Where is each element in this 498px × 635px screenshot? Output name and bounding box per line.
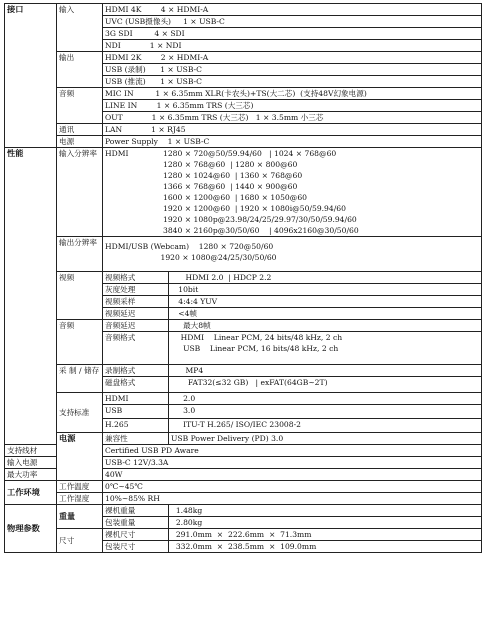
subcat-size: 尺寸: [57, 529, 103, 553]
input-resolution-source: HDMI: [105, 149, 129, 158]
subcat-input: 输入: [57, 4, 103, 52]
spec-row: [5, 481, 482, 493]
spec-row: [5, 529, 482, 541]
spec-value: USB Power Delivery (PD) 3.0: [169, 433, 482, 445]
resolution-line: 1920 × 1080p@23.98/24/25/29.97/30/50/59.94/60: [163, 215, 357, 224]
category-performance: 性能: [5, 148, 57, 445]
resolution-line: 1920 × 1200@60 | 1920 × 1080i@50/59.94/60: [163, 204, 346, 213]
subcat-record-storage: 采 制 / 储存: [57, 365, 103, 393]
spec-row: [5, 52, 482, 64]
spec-row: [5, 272, 482, 284]
spec-row: [5, 124, 482, 136]
spec-key: 最大功率: [5, 469, 57, 481]
spec-key: 包装重量: [103, 517, 169, 529]
spec-value: NDI 1 × NDI: [103, 40, 482, 52]
resolution-line: 1280 × 768@60 | 1280 × 800@60: [163, 160, 298, 169]
subcat-input-resolution: 输入分辨率: [57, 148, 103, 237]
spec-value: 最大8帧: [169, 320, 482, 332]
spec-value: HDMI 4K 4 × HDMI-A: [103, 4, 482, 16]
subcat-audio-perf: 音频: [57, 320, 103, 365]
spec-value: 3.0: [169, 405, 482, 419]
resolution-line: 1600 × 1200@60 | 1680 × 1050@60: [163, 193, 307, 202]
subcat-communication: 通讯: [57, 124, 103, 136]
spec-row: [5, 505, 482, 517]
category-power: 电源: [57, 433, 103, 481]
spec-table: [4, 3, 482, 553]
spec-key: 裸机尺寸: [103, 529, 169, 541]
output-resolution-cell: [103, 237, 482, 272]
spec-key: 裸机重量: [103, 505, 169, 517]
spec-key: 视频采样: [103, 296, 169, 308]
spec-row: [5, 148, 482, 237]
spec-key: 灰度处理: [103, 284, 169, 296]
spec-value: HDMI 2K 2 × HDMI-A: [103, 52, 482, 64]
spec-value: OUT 1 × 6.35mm TRS (大三芯) 1 × 3.5mm 小三芯: [103, 112, 482, 124]
spec-key: 工作温度: [57, 481, 103, 493]
spec-key: 视频格式: [103, 272, 169, 284]
resolution-line: 1280 × 1024@60 | 1360 × 768@60: [163, 171, 303, 180]
spec-value: 1.48kg: [169, 505, 482, 517]
spec-value: 4:4:4 YUV: [169, 296, 482, 308]
spec-row: [5, 393, 482, 405]
spec-value: 0℃~45℃: [103, 481, 482, 493]
category-physical: 物理参数: [5, 505, 57, 553]
spec-value: HDMI 2.0 | HDCP 2.2: [169, 272, 482, 284]
subcat-video: 视频: [57, 272, 103, 320]
spec-value: 2.0: [169, 393, 482, 405]
spec-key: 支持线材: [5, 445, 57, 457]
spec-value: 40W: [103, 469, 482, 481]
category-environment: 工作环境: [5, 481, 57, 505]
spec-value: 291.0mm × 222.6mm × 71.3mm: [169, 529, 482, 541]
spec-value: Certified USB PD Aware: [103, 445, 482, 457]
spec-row: [5, 237, 482, 272]
spec-key: 输入电源: [5, 457, 57, 469]
spec-key: 包装尺寸: [103, 541, 169, 553]
spec-row: [5, 136, 482, 148]
spec-value: 10%~85% RH: [103, 493, 482, 505]
spec-key: 工作湿度: [57, 493, 103, 505]
spec-row: [5, 493, 482, 505]
spec-value: MIC IN 1 × 6.35mm XLR(卡农头)+TS(大二芯) (支持48V幻象电源): [103, 88, 482, 100]
spec-value: ITU-T H.265/ ISO/IEC 23008-2: [169, 419, 482, 433]
spec-row: [5, 320, 482, 332]
subcat-weight: 重量: [57, 505, 103, 529]
input-resolution-list: [163, 148, 359, 236]
spec-value: UVC (USB摄像头) 1 × USB-C: [103, 16, 482, 28]
spec-value: USB (推流) 1 × USB-C: [103, 76, 482, 88]
spec-key: 录制格式: [103, 365, 169, 377]
resolution-line: 1366 × 768@60 | 1440 × 900@60: [163, 182, 298, 191]
spec-value: LINE IN 1 × 6.35mm TRS (大三芯): [103, 100, 482, 112]
spec-value: 2.80kg: [169, 517, 482, 529]
subcat-power: 电源: [57, 136, 103, 148]
resolution-line: HDMI/USB (Webcam) 1280 × 720@50/60: [105, 242, 274, 251]
spec-value: Power Supply 1 × USB-C: [103, 136, 482, 148]
spec-row: [5, 433, 482, 445]
resolution-line: 3840 × 2160p@30/50/60 | 4096x2160@30/50/60: [163, 226, 359, 235]
spec-value: FAT32(≤32 GB) | exFAT(64GB~2T): [169, 377, 482, 393]
category-interface: 接口: [5, 4, 57, 148]
spec-value: USB (录制) 1 × USB-C: [103, 64, 482, 76]
spec-value: MP4: [169, 365, 482, 377]
spec-value: USB-C 12V/3.3A: [103, 457, 482, 469]
spec-value: 10bit: [169, 284, 482, 296]
spec-key: USB: [103, 405, 169, 419]
spec-row: [5, 4, 482, 16]
spec-key: 兼容性: [103, 433, 169, 445]
spec-key: 音频延迟: [103, 320, 169, 332]
spec-key: 视频延迟: [103, 308, 169, 320]
resolution-line: 1920 × 1080@24/25/30/50/60: [105, 253, 277, 262]
spec-value: LAN 1 × RJ45: [103, 124, 482, 136]
spec-row: [5, 88, 482, 100]
input-resolution-cell: [103, 148, 482, 237]
spec-key: 音频格式: [103, 332, 169, 365]
resolution-line: 1280 × 720@50/59.94/60 | 1024 × 768@60: [163, 149, 337, 158]
subcat-audio: 音频: [57, 88, 103, 124]
spec-value: HDMI Linear PCM, 24 bits/48 kHz, 2 ch USB Linear PCM, 16 bits/48 kHz, 2 ch: [169, 332, 482, 365]
spec-value: 332.0mm × 238.5mm × 109.0mm: [169, 541, 482, 553]
spec-key: 磁盘格式: [103, 377, 169, 393]
subcat-output: 输出: [57, 52, 103, 88]
spec-key: H.265: [103, 419, 169, 433]
subcat-output-resolution: 输出分辨率: [57, 237, 103, 272]
spec-key: HDMI: [103, 393, 169, 405]
spec-value: 3G SDI 4 × SDI: [103, 28, 482, 40]
spec-value: <4帧: [169, 308, 482, 320]
subcat-standards: 支持标准: [57, 393, 103, 433]
spec-row: [5, 365, 482, 377]
